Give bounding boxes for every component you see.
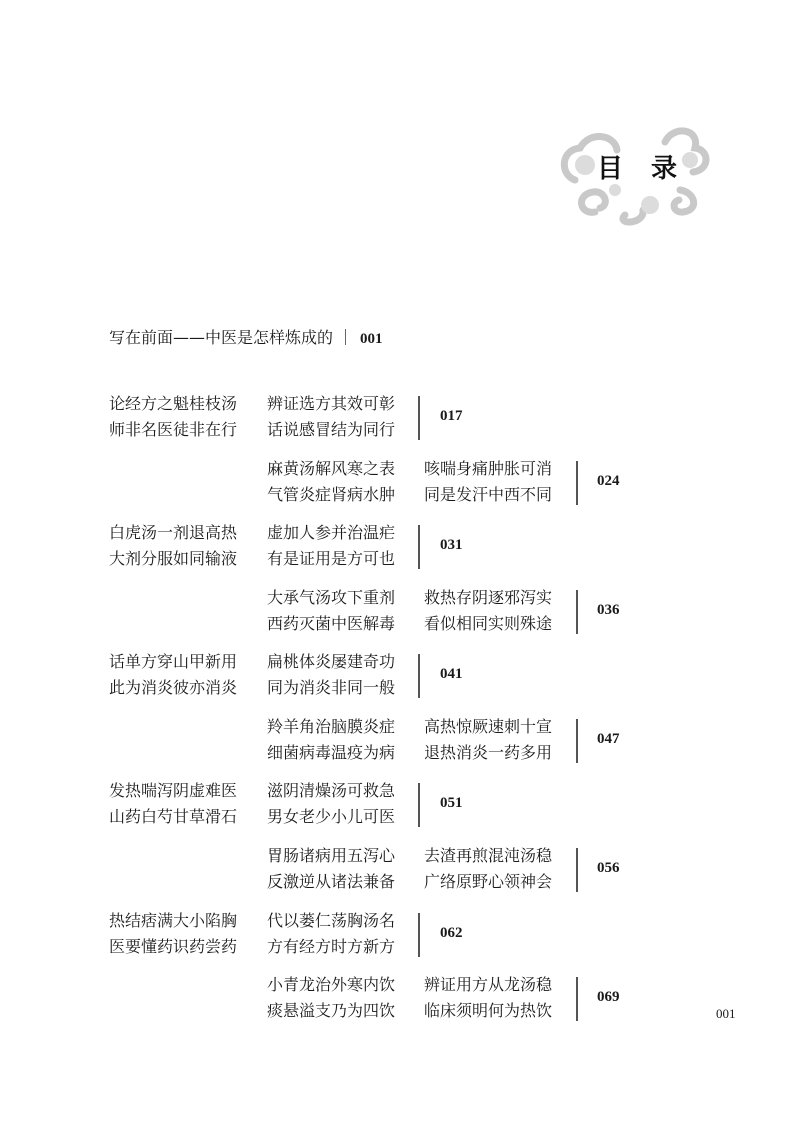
entry-text-a1: 胃肠诸病用五泻心 bbox=[267, 846, 396, 865]
entry-text-a2: 痰悬溢支乃为四饮 bbox=[267, 1001, 396, 1020]
entry-text-a2: 大剂分服如同输液 bbox=[109, 549, 238, 568]
entry-divider bbox=[576, 848, 578, 892]
entry-page-number: 041 bbox=[440, 666, 463, 682]
entry-page-number: 024 bbox=[597, 473, 620, 489]
entry-text-b2: 有是证用是方可也 bbox=[267, 549, 396, 568]
entry-text-b2: 方有经方时方新方 bbox=[267, 937, 396, 956]
entry-divider bbox=[576, 977, 578, 1021]
entry-text-b1: 滋阴清燥汤可救急 bbox=[267, 781, 396, 800]
entry-text-a2: 山药白芍甘草滑石 bbox=[109, 807, 238, 826]
entry-text-b1: 扁桃体炎屡建奇功 bbox=[267, 652, 396, 671]
page-title-char-2: 录 bbox=[651, 154, 678, 184]
entry-text-b1: 虚加人参并治温疟 bbox=[267, 523, 396, 542]
entry-text-a1: 羚羊角治脑膜炎症 bbox=[267, 717, 396, 736]
entry-divider bbox=[576, 461, 578, 505]
toc-entry[interactable] bbox=[267, 973, 667, 1025]
entry-text-a2: 此为消炎彼亦消炎 bbox=[109, 678, 238, 697]
entry-text-b2: 看似相同实则殊途 bbox=[424, 614, 553, 633]
preface-title: 写在前面——中医是怎样炼成的 bbox=[109, 328, 334, 347]
entry-page-number: 062 bbox=[440, 925, 463, 941]
entry-text-b1: 高热惊厥速刺十宣 bbox=[424, 717, 553, 736]
entry-text-b2: 退热消炎一药多用 bbox=[424, 743, 553, 762]
entry-text-a1: 话单方穿山甲新用 bbox=[109, 652, 238, 671]
entry-text-b1: 代以蒌仁荡胸汤名 bbox=[267, 911, 396, 930]
entry-text-b2: 话说感冒结为同行 bbox=[267, 420, 396, 439]
entry-text-b1: 去渣再煎混沌汤稳 bbox=[424, 846, 553, 865]
toc-entry[interactable] bbox=[109, 650, 569, 702]
cloud-ornament-icon bbox=[555, 120, 715, 230]
entry-text-a2: 反激逆从诸法兼备 bbox=[267, 872, 396, 891]
entry-page-number: 069 bbox=[597, 989, 620, 1005]
preface-divider bbox=[345, 329, 346, 345]
entry-divider bbox=[418, 783, 420, 827]
entry-divider bbox=[576, 590, 578, 634]
entry-page-number: 031 bbox=[440, 537, 463, 553]
entry-divider bbox=[418, 525, 420, 569]
entry-text-a2: 师非名医徒非在行 bbox=[109, 420, 238, 439]
entry-text-b2: 同为消炎非同一般 bbox=[267, 678, 396, 697]
entry-divider bbox=[418, 654, 420, 698]
toc-entry[interactable] bbox=[109, 909, 569, 961]
entry-text-b2: 临床须明何为热饮 bbox=[424, 1001, 553, 1020]
entry-text-b1: 救热存阴逐邪泻实 bbox=[424, 588, 553, 607]
entry-text-a1: 麻黄汤解风寒之表 bbox=[267, 459, 396, 478]
entry-text-a2: 细菌病毒温疫为病 bbox=[267, 743, 396, 762]
entry-text-b1: 辨证选方其效可彰 bbox=[267, 394, 396, 413]
entry-divider bbox=[418, 396, 420, 440]
entry-text-b2: 同是发汗中西不同 bbox=[424, 485, 553, 504]
toc-entry[interactable] bbox=[267, 457, 667, 509]
entry-text-a1: 大承气汤攻下重剂 bbox=[267, 588, 396, 607]
entry-text-b1: 辨证用方从龙汤稳 bbox=[424, 975, 553, 994]
entry-text-a1: 发热喘泻阴虚难医 bbox=[109, 781, 238, 800]
entry-text-a1: 热结痞满大小陷胸 bbox=[109, 911, 238, 930]
preface-entry[interactable] bbox=[109, 326, 383, 351]
entry-page-number: 051 bbox=[440, 795, 463, 811]
entry-page-number: 047 bbox=[597, 731, 620, 747]
toc-entry[interactable] bbox=[267, 715, 667, 767]
folio-page-number: 001 bbox=[716, 1006, 736, 1021]
entry-text-b2: 广络原野心领神会 bbox=[424, 872, 553, 891]
toc-entry[interactable] bbox=[267, 586, 667, 638]
entry-page-number: 056 bbox=[597, 860, 620, 876]
entry-divider bbox=[576, 719, 578, 763]
toc-entry[interactable] bbox=[109, 392, 569, 444]
entry-page-number: 017 bbox=[440, 408, 463, 424]
entry-text-a2: 西药灭菌中医解毒 bbox=[267, 614, 396, 633]
entry-text-a2: 气管炎症肾病水肿 bbox=[267, 485, 396, 504]
page-title-char-1: 目 bbox=[597, 154, 624, 184]
toc-entry[interactable] bbox=[109, 521, 569, 573]
entry-text-a1: 小青龙治外寒内饮 bbox=[267, 975, 396, 994]
toc-entry[interactable] bbox=[267, 844, 667, 896]
entry-page-number: 036 bbox=[597, 602, 620, 618]
title-block bbox=[555, 120, 715, 230]
preface-page: 001 bbox=[360, 331, 383, 347]
toc-entry[interactable] bbox=[109, 779, 569, 831]
entry-text-b2: 男女老少小儿可医 bbox=[267, 807, 396, 826]
entry-text-a1: 白虎汤一剂退高热 bbox=[109, 523, 238, 542]
entry-divider bbox=[418, 913, 420, 957]
entry-text-a2: 医要懂药识药尝药 bbox=[109, 937, 238, 956]
entry-text-a1: 论经方之魁桂枝汤 bbox=[109, 394, 238, 413]
entry-text-b1: 咳喘身痛肿胀可消 bbox=[424, 459, 553, 478]
